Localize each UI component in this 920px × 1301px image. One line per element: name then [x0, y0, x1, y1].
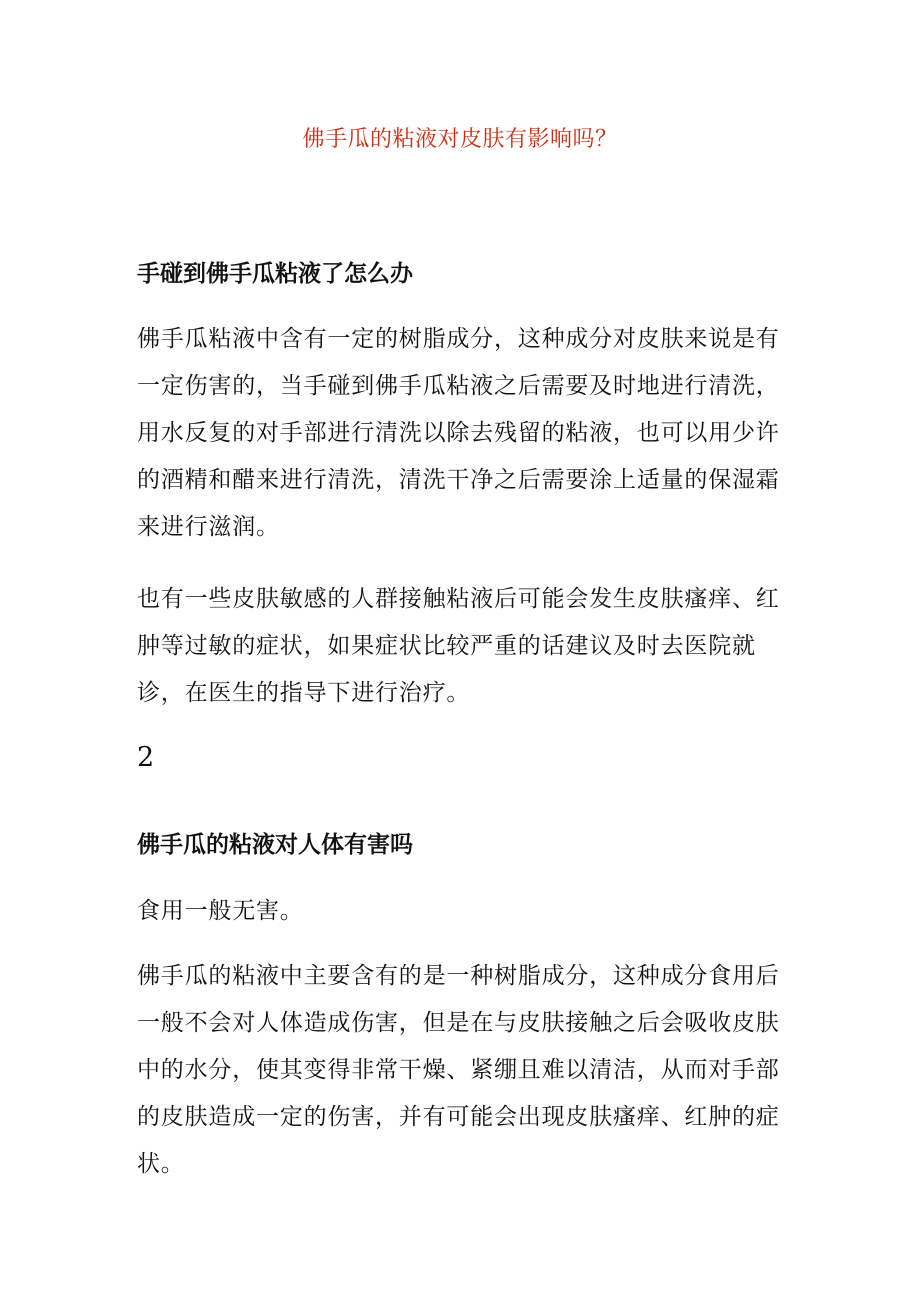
page-title: 佛手瓜的粘液对皮肤有影响吗？	[302, 127, 618, 152]
section-1-heading: 手碰到佛手瓜粘液了怎么办	[137, 261, 413, 287]
section-1-paragraph-1: 佛手瓜粘液中含有一定的树脂成分，这种成分对皮肤来说是有一定伤害的，当手碰到佛手瓜粘液之后需要及时地进行清洗，用水反复的对手部进行清洗以除去残留的粘液，也可以用少许的酒精和醋来进行清洗，清洗干净之后需要涂上适量的保湿霜来进行滋润。	[137, 326, 780, 540]
section-2-paragraph-1: 食用一般无害。	[137, 898, 304, 924]
section-1-paragraph-2: 也有一些皮肤敏感的人群接触粘液后可能会发生皮肤瘙痒、红肿等过敏的症状，如果症状比较严重的话建议及时去医院就诊，在医生的指导下进行治疗。	[137, 586, 780, 706]
section-number: 2	[137, 742, 155, 773]
section-2-heading: 佛手瓜的粘液对人体有害吗	[137, 832, 413, 858]
section-2-paragraph-2: 佛手瓜的粘液中主要含有的是一种树脂成分，这种成分食用后一般不会对人体造成伤害，但是在与皮肤接触之后会吸收皮肤中的水分，使其变得非常干燥、紧绷且难以清洁，从而对手部的皮肤造成一定的伤害，并有可能会出现皮肤瘙痒、红肿的症状。	[137, 963, 780, 1177]
